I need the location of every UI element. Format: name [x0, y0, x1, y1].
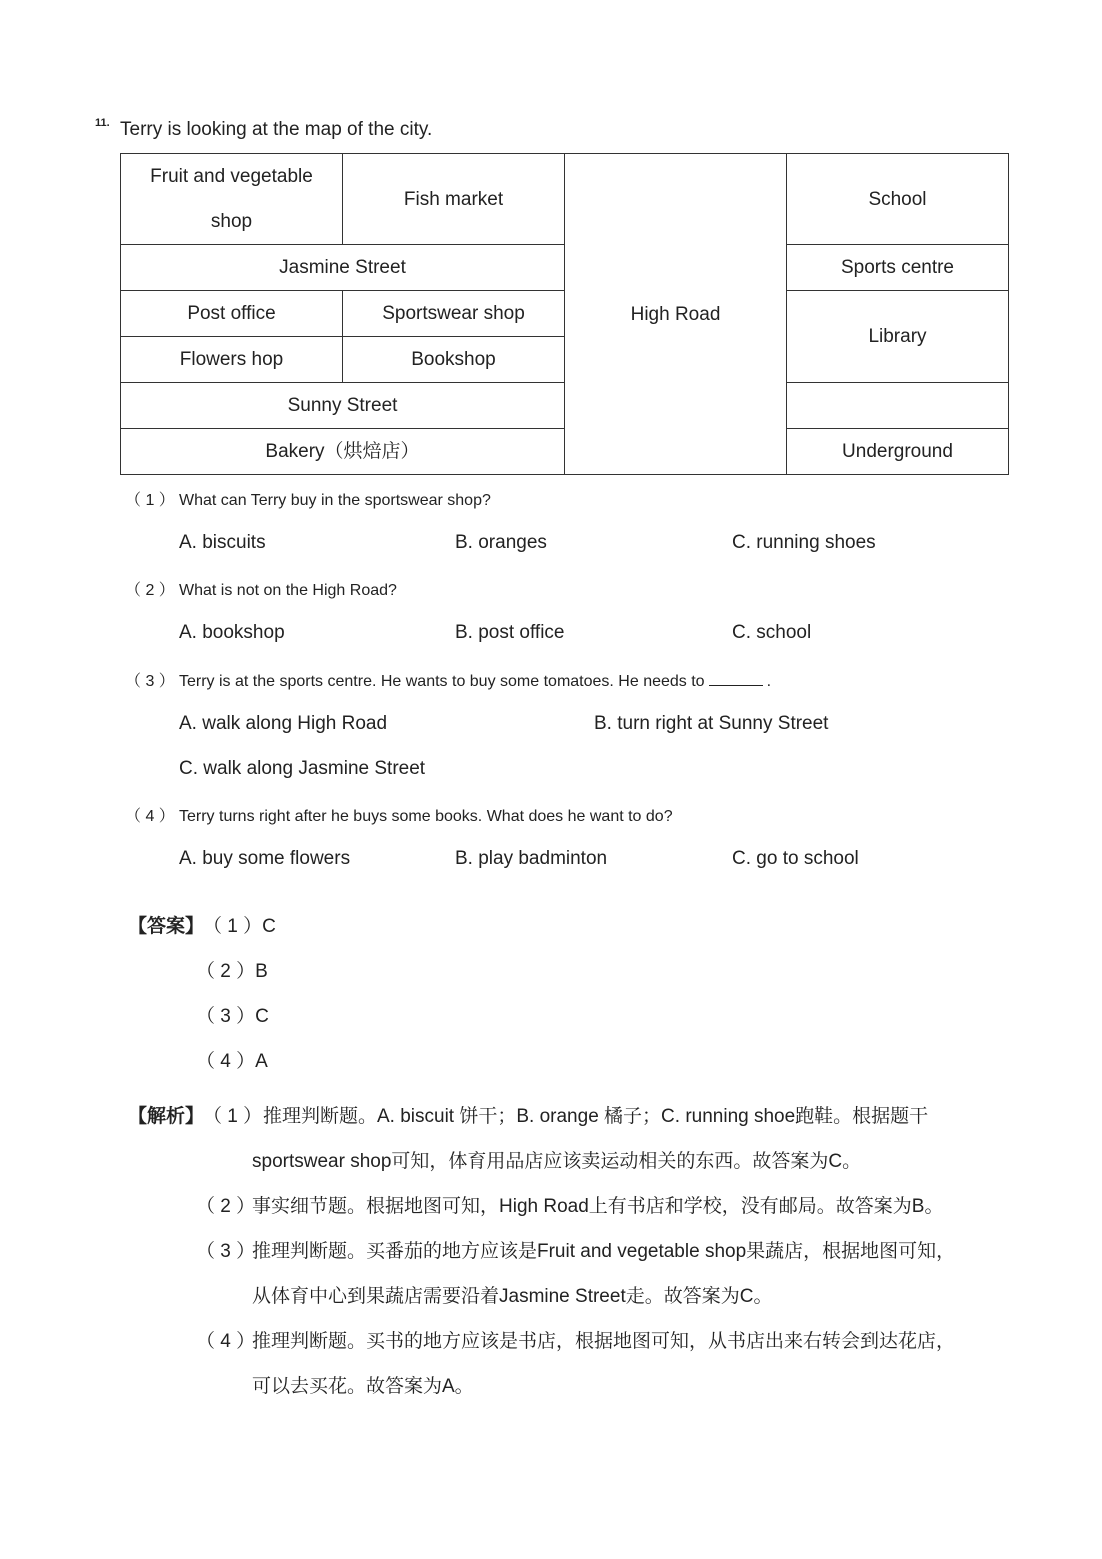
explanation-2-line1: 事实细节题。根据地图可知，High Road上有书店和学校，没有邮局。故答案为B。	[252, 1196, 944, 1217]
sports-centre-label: Sports centre	[841, 257, 954, 278]
jasmine-street-label: Jasmine Street	[279, 257, 406, 278]
explanation-1-line2: sportswear shop可知，体育用品店应该卖运动相关的东西。故答案为C。	[252, 1151, 862, 1172]
question-1-option-b[interactable]: B. oranges	[455, 532, 547, 553]
question-3-number: （ 3 ）	[125, 673, 175, 690]
map-cell-empty	[787, 383, 1009, 429]
question-2-option-a[interactable]: A. bookshop	[179, 622, 285, 643]
question-2-option-c[interactable]: C. school	[732, 622, 812, 643]
city-map-table	[120, 153, 1009, 475]
question-3	[125, 668, 771, 691]
question-3-text: Terry is at the sports centre. He wants to buy some tomatoes. He needs to	[179, 673, 705, 690]
map-cell-library	[787, 291, 1009, 383]
map-cell-jasmine-street	[121, 245, 565, 291]
map-cell-sunny-street	[121, 383, 565, 429]
map-cell-sportswear-shop	[343, 291, 565, 337]
bakery-label: Bakery（烘焙店）	[265, 441, 420, 462]
explanation-3-line1: 推理判断题。买番茄的地方应该是Fruit and vegetable shop果蔬店，根据地图可知，	[252, 1241, 956, 1262]
question-4-option-c[interactable]: C. go to school	[732, 848, 859, 869]
library-label: Library	[868, 326, 927, 347]
answer-2: （ 2 ）B	[196, 961, 268, 982]
question-3-option-c[interactable]: C. walk along Jasmine Street	[179, 758, 426, 779]
question-4-number: （ 4 ）	[125, 808, 175, 825]
question-2-number: （ 2 ）	[125, 582, 175, 599]
question-intro: Terry is looking at the map of the city.	[120, 119, 433, 140]
question-2-option-b[interactable]: B. post office	[455, 622, 565, 643]
map-cell-fish-market	[343, 154, 565, 245]
bookshop-label: Bookshop	[411, 349, 496, 370]
question-1-number: （ 1 ）	[125, 492, 175, 509]
map-cell-bakery	[121, 429, 565, 475]
explanation-4-line1: 推理判断题。买书的地方应该是书店，根据地图可知，从书店出来右转会到达花店，	[252, 1331, 956, 1352]
school-label: School	[868, 188, 927, 210]
flowers-hop-label: Flowers hop	[179, 349, 284, 370]
fruit-shop-line2: shop	[210, 211, 253, 232]
question-4-text: Terry turns right after he buys some books. What does he want to do?	[179, 808, 673, 825]
question-4	[125, 803, 673, 826]
map-cell-high-road	[565, 154, 787, 475]
question-1-option-a[interactable]: A. biscuits	[179, 532, 266, 553]
map-cell-fruit-shop	[121, 154, 343, 245]
explanation-3-number: （ 3 ）	[196, 1241, 256, 1262]
question-number: 11.	[95, 117, 110, 129]
explanation-1-line1: 推理判断题。A. biscuit 饼干；B. orange 橘子；C. running shoe跑鞋。根据题干	[263, 1106, 929, 1127]
map-cell-school	[787, 154, 1009, 245]
answer-blank	[709, 684, 763, 686]
explanation-2-number: （ 2 ）	[196, 1196, 256, 1217]
high-road-label: High Road	[630, 303, 721, 325]
question-1-text: What can Terry buy in the sportswear shop?	[179, 492, 491, 509]
question-3-option-a[interactable]: A. walk along High Road	[179, 713, 388, 734]
map-cell-post-office	[121, 291, 343, 337]
explanation-4-number: （ 4 ）	[196, 1331, 256, 1352]
explanation-3-line2: 从体育中心到果蔬店需要沿着Jasmine Street走。故答案为C。	[252, 1286, 773, 1307]
question-3-option-b[interactable]: B. turn right at Sunny Street	[594, 713, 829, 734]
map-cell-sports-centre	[787, 245, 1009, 291]
question-1	[125, 487, 491, 510]
sunny-street-label: Sunny Street	[287, 395, 398, 416]
question-4-option-a[interactable]: A. buy some flowers	[179, 848, 351, 869]
sportswear-shop-label: Sportswear shop	[382, 303, 525, 324]
fish-market-label: Fish market	[403, 188, 504, 210]
explanation-label: 【解析】	[128, 1106, 205, 1127]
underground-label: Underground	[842, 441, 953, 462]
map-cell-flowers-hop	[121, 337, 343, 383]
question-2	[125, 577, 397, 600]
map-cell-underground	[787, 429, 1009, 475]
answer-4: （ 4 ）A	[196, 1051, 268, 1072]
answer-label: 【答案】	[128, 916, 205, 937]
map-cell-bookshop	[343, 337, 565, 383]
question-3-text-end: .	[766, 673, 772, 690]
fruit-shop-line1: Fruit and vegetable	[150, 166, 313, 187]
answer-3: （ 3 ）C	[196, 1006, 269, 1027]
answer-1: （ 1 ）C	[203, 916, 276, 937]
post-office-label: Post office	[187, 303, 276, 324]
explanation-1-number: （ 1 ）	[203, 1106, 263, 1127]
question-4-option-b[interactable]: B. play badminton	[455, 848, 608, 869]
question-1-option-c[interactable]: C. running shoes	[732, 532, 876, 553]
explanation-4-line2: 可以去买花。故答案为A。	[252, 1376, 474, 1397]
question-2-text: What is not on the High Road?	[179, 582, 397, 599]
